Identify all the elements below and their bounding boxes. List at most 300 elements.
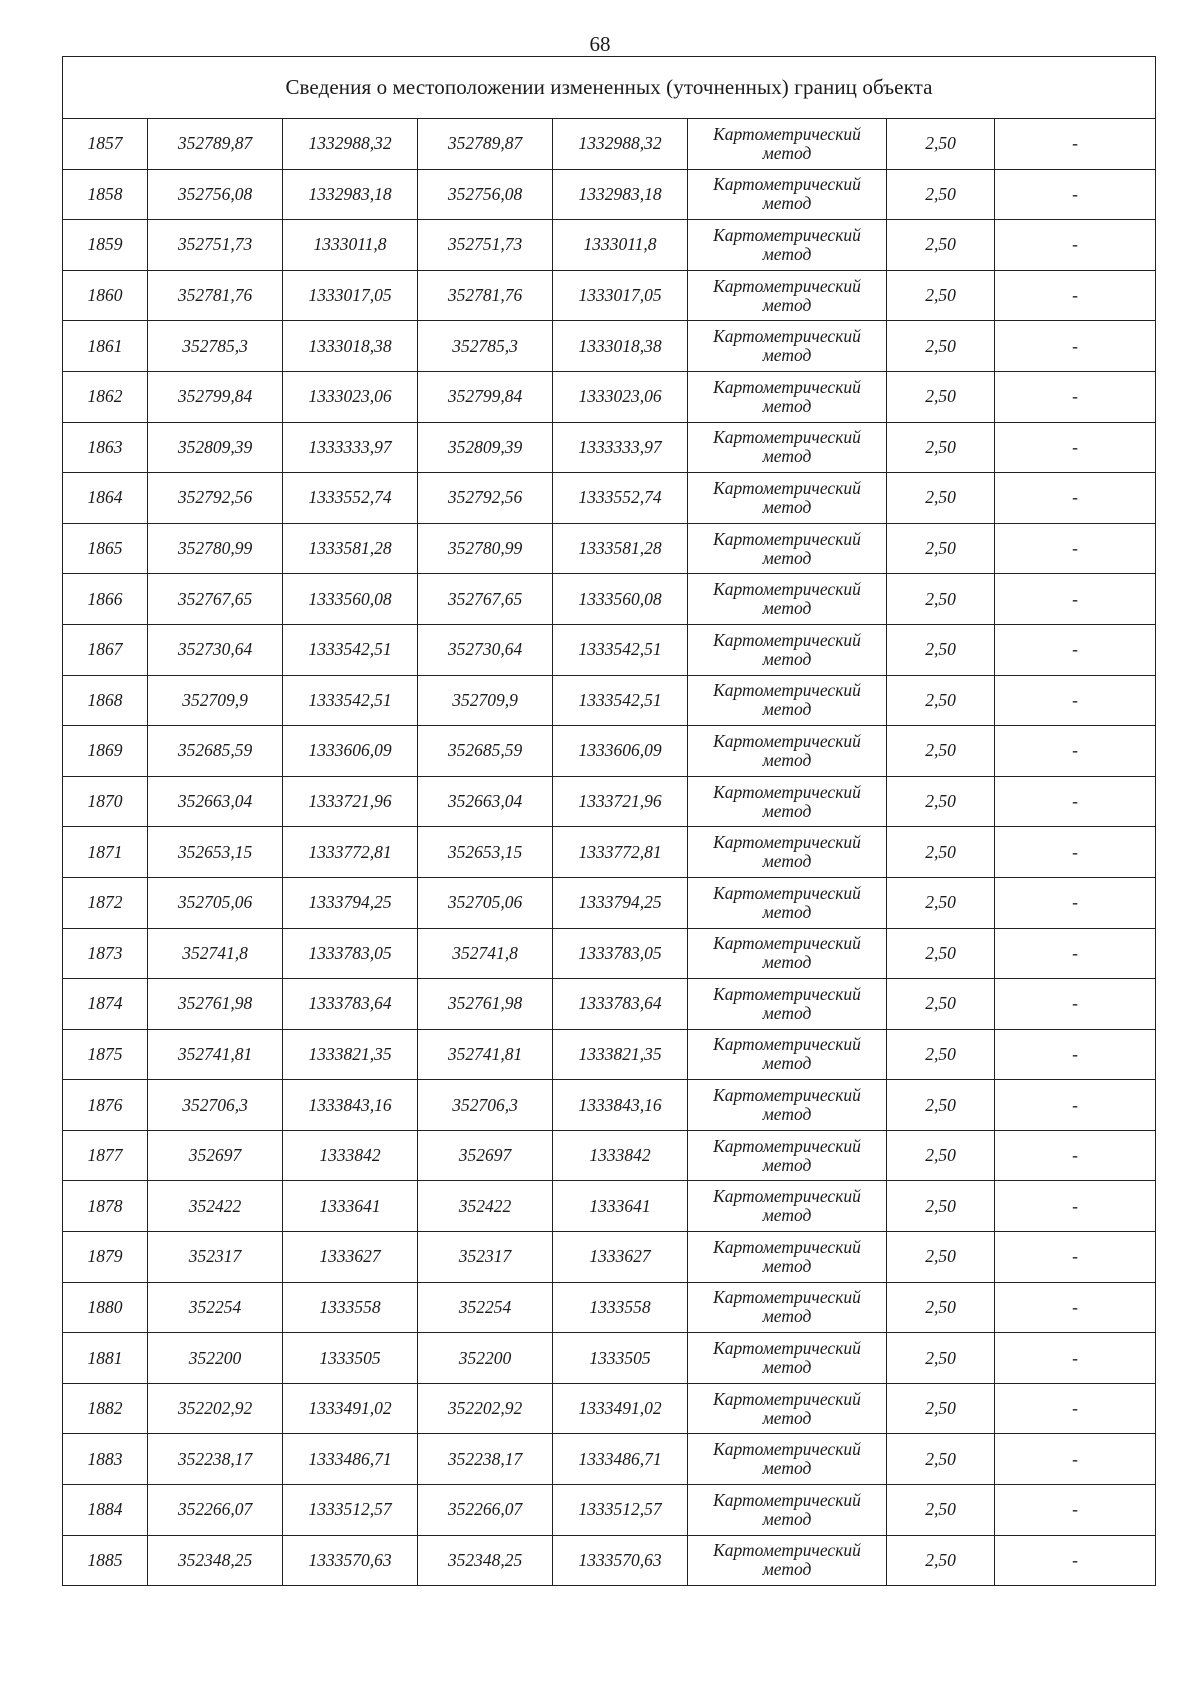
x-refined-cell: 352780,99 [418,523,553,574]
x-existing-cell: 352741,8 [148,928,283,979]
note-cell: - [995,979,1156,1030]
method-line-1: Картометрический [713,1489,861,1510]
method-cell [688,1130,887,1181]
y-refined-cell: 1333772,81 [553,827,688,878]
note-cell: - [995,119,1156,170]
method-cell [688,776,887,827]
method-line-2: метод [762,345,812,366]
note-cell: - [995,1383,1156,1434]
y-refined-cell: 1333560,08 [553,574,688,625]
x-existing-cell: 352792,56 [148,473,283,524]
table-row [63,928,1156,979]
method-cell [688,220,887,271]
y-refined-cell: 1333017,05 [553,270,688,321]
method-cell [688,1383,887,1434]
y-refined-cell: 1333581,28 [553,523,688,574]
y-existing-cell: 1332983,18 [283,169,418,220]
note-cell: - [995,169,1156,220]
method-cell [688,1080,887,1131]
note-cell: - [995,1434,1156,1485]
x-refined-cell: 352200 [418,1333,553,1384]
method-cell [688,624,887,675]
accuracy-cell: 2,50 [887,624,995,675]
method-line-1: Картометрический [713,326,861,347]
accuracy-cell: 2,50 [887,827,995,878]
accuracy-cell: 2,50 [887,1333,995,1384]
y-existing-cell: 1333641 [283,1181,418,1232]
method-cell [688,1333,887,1384]
method-cell [688,523,887,574]
table-row [63,371,1156,422]
y-refined-cell: 1333721,96 [553,776,688,827]
table-row [63,1535,1156,1586]
table-row [63,1232,1156,1283]
method-line-2: метод [762,648,812,669]
point-number-cell: 1863 [63,422,148,473]
point-number-cell: 1885 [63,1535,148,1586]
method-line-2: метод [762,496,812,517]
method-line-1: Картометрический [713,882,861,903]
accuracy-cell: 2,50 [887,1080,995,1131]
note-cell: - [995,1232,1156,1283]
accuracy-cell: 2,50 [887,321,995,372]
y-existing-cell: 1333606,09 [283,726,418,777]
y-refined-cell: 1333606,09 [553,726,688,777]
x-refined-cell: 352705,06 [418,877,553,928]
method-cell [688,827,887,878]
method-line-2: метод [762,901,812,922]
x-existing-cell: 352809,39 [148,422,283,473]
x-refined-cell: 352761,98 [418,979,553,1030]
accuracy-cell: 2,50 [887,979,995,1030]
method-line-1: Картометрический [713,983,861,1004]
accuracy-cell: 2,50 [887,675,995,726]
y-existing-cell: 1333333,97 [283,422,418,473]
method-line-2: метод [762,1205,812,1226]
note-cell: - [995,574,1156,625]
method-cell [688,119,887,170]
y-existing-cell: 1333491,02 [283,1383,418,1434]
point-number-cell: 1865 [63,523,148,574]
y-existing-cell: 1333783,05 [283,928,418,979]
y-refined-cell: 1333505 [553,1333,688,1384]
point-number-cell: 1867 [63,624,148,675]
method-line-1: Картометрический [713,680,861,701]
y-existing-cell: 1332988,32 [283,119,418,170]
x-existing-cell: 352799,84 [148,371,283,422]
note-cell: - [995,776,1156,827]
x-refined-cell: 352238,17 [418,1434,553,1485]
y-existing-cell: 1333783,64 [283,979,418,1030]
x-existing-cell: 352751,73 [148,220,283,271]
table-row [63,1029,1156,1080]
y-existing-cell: 1333542,51 [283,624,418,675]
point-number-cell: 1870 [63,776,148,827]
y-existing-cell: 1333011,8 [283,220,418,271]
y-existing-cell: 1333512,57 [283,1485,418,1536]
point-number-cell: 1874 [63,979,148,1030]
point-number-cell: 1869 [63,726,148,777]
x-existing-cell: 352780,99 [148,523,283,574]
x-existing-cell: 352781,76 [148,270,283,321]
accuracy-cell: 2,50 [887,877,995,928]
method-line-2: метод [762,851,812,872]
y-refined-cell: 1333783,05 [553,928,688,979]
note-cell: - [995,270,1156,321]
accuracy-cell: 2,50 [887,1282,995,1333]
y-existing-cell: 1333627 [283,1232,418,1283]
table-row [63,1282,1156,1333]
y-refined-cell: 1333843,16 [553,1080,688,1131]
table-row [63,473,1156,524]
note-cell: - [995,321,1156,372]
table-row [63,624,1156,675]
point-number-cell: 1862 [63,371,148,422]
x-refined-cell: 352751,73 [418,220,553,271]
point-number-cell: 1859 [63,220,148,271]
y-existing-cell: 1333721,96 [283,776,418,827]
table-row [63,776,1156,827]
table-row [63,1383,1156,1434]
table-row [63,574,1156,625]
x-refined-cell: 352730,64 [418,624,553,675]
method-line-1: Картометрический [713,629,861,650]
method-line-2: метод [762,1255,812,1276]
x-refined-cell: 352663,04 [418,776,553,827]
x-refined-cell: 352756,08 [418,169,553,220]
x-refined-cell: 352266,07 [418,1485,553,1536]
y-refined-cell: 1333333,97 [553,422,688,473]
x-refined-cell: 352741,81 [418,1029,553,1080]
method-cell [688,422,887,473]
accuracy-cell: 2,50 [887,119,995,170]
method-line-1: Картометрический [713,1135,861,1156]
x-existing-cell: 352200 [148,1333,283,1384]
y-refined-cell: 1333542,51 [553,675,688,726]
y-existing-cell: 1333794,25 [283,877,418,928]
accuracy-cell: 2,50 [887,1485,995,1536]
method-line-1: Картометрический [713,174,861,195]
method-line-1: Картометрический [713,528,861,549]
table-row [63,1130,1156,1181]
point-number-cell: 1876 [63,1080,148,1131]
point-number-cell: 1880 [63,1282,148,1333]
point-number-cell: 1877 [63,1130,148,1181]
method-line-2: метод [762,243,812,264]
x-refined-cell: 352254 [418,1282,553,1333]
x-existing-cell: 352767,65 [148,574,283,625]
table-row [63,1434,1156,1485]
page-number: 68 [589,32,611,56]
method-line-1: Картометрический [713,832,861,853]
y-refined-cell: 1333783,64 [553,979,688,1030]
method-line-2: метод [762,749,812,770]
x-existing-cell: 352785,3 [148,321,283,372]
y-existing-cell: 1333023,06 [283,371,418,422]
method-line-1: Картометрический [713,224,861,245]
x-refined-cell: 352709,9 [418,675,553,726]
table-row [63,1333,1156,1384]
accuracy-cell: 2,50 [887,1535,995,1586]
x-existing-cell: 352317 [148,1232,283,1283]
accuracy-cell: 2,50 [887,1181,995,1232]
method-line-1: Картометрический [713,477,861,498]
y-existing-cell: 1333552,74 [283,473,418,524]
table-row [63,1080,1156,1131]
y-existing-cell: 1333843,16 [283,1080,418,1131]
method-cell [688,979,887,1030]
note-cell: - [995,220,1156,271]
note-cell: - [995,1130,1156,1181]
point-number-cell: 1864 [63,473,148,524]
y-existing-cell: 1333560,08 [283,574,418,625]
point-number-cell: 1857 [63,119,148,170]
y-refined-cell: 1333570,63 [553,1535,688,1586]
method-cell [688,1282,887,1333]
table-body [63,119,1156,1586]
accuracy-cell: 2,50 [887,523,995,574]
method-line-2: метод [762,547,812,568]
method-line-2: метод [762,446,812,467]
accuracy-cell: 2,50 [887,1383,995,1434]
y-refined-cell: 1333842 [553,1130,688,1181]
x-refined-cell: 352781,76 [418,270,553,321]
y-existing-cell: 1333842 [283,1130,418,1181]
method-line-2: метод [762,1053,812,1074]
method-line-1: Картометрический [713,730,861,751]
accuracy-cell: 2,50 [887,726,995,777]
x-refined-cell: 352706,3 [418,1080,553,1131]
method-cell [688,675,887,726]
accuracy-cell: 2,50 [887,220,995,271]
x-existing-cell: 352348,25 [148,1535,283,1586]
x-existing-cell: 352663,04 [148,776,283,827]
point-number-cell: 1866 [63,574,148,625]
note-cell: - [995,928,1156,979]
method-line-2: метод [762,800,812,821]
x-refined-cell: 352202,92 [418,1383,553,1434]
method-line-1: Картометрический [713,1236,861,1257]
point-number-cell: 1879 [63,1232,148,1283]
method-line-2: метод [762,1154,812,1175]
x-refined-cell: 352422 [418,1181,553,1232]
x-refined-cell: 352809,39 [418,422,553,473]
accuracy-cell: 2,50 [887,1434,995,1485]
method-line-1: Картометрический [713,1388,861,1409]
y-existing-cell: 1333821,35 [283,1029,418,1080]
note-cell: - [995,1080,1156,1131]
note-cell: - [995,1333,1156,1384]
method-line-1: Картометрический [713,1540,861,1561]
y-refined-cell: 1332983,18 [553,169,688,220]
method-line-1: Картометрический [713,1287,861,1308]
method-line-2: метод [762,952,812,973]
note-cell: - [995,675,1156,726]
x-existing-cell: 352697 [148,1130,283,1181]
x-existing-cell: 352756,08 [148,169,283,220]
accuracy-cell: 2,50 [887,270,995,321]
x-existing-cell: 352685,59 [148,726,283,777]
note-cell: - [995,1282,1156,1333]
x-existing-cell: 352653,15 [148,827,283,878]
method-line-1: Картометрический [713,1085,861,1106]
table-title: Сведения о местоположении измененных (уточненных) границ объекта [63,57,1156,119]
table-row [63,979,1156,1030]
x-existing-cell: 352761,98 [148,979,283,1030]
note-cell: - [995,371,1156,422]
method-line-1: Картометрический [713,123,861,144]
method-cell [688,169,887,220]
method-line-1: Картометрический [713,1186,861,1207]
table-row [63,1181,1156,1232]
method-line-1: Картометрический [713,933,861,954]
table-row [63,422,1156,473]
point-number-cell: 1873 [63,928,148,979]
method-line-1: Картометрический [713,427,861,448]
method-line-2: метод [762,395,812,416]
method-line-2: метод [762,294,812,315]
accuracy-cell: 2,50 [887,574,995,625]
point-number-cell: 1875 [63,1029,148,1080]
y-refined-cell: 1333486,71 [553,1434,688,1485]
method-line-1: Картометрический [713,275,861,296]
method-line-2: метод [762,193,812,214]
method-line-2: метод [762,1306,812,1327]
x-refined-cell: 352317 [418,1232,553,1283]
method-line-1: Картометрический [713,781,861,802]
x-existing-cell: 352254 [148,1282,283,1333]
x-existing-cell: 352706,3 [148,1080,283,1131]
accuracy-cell: 2,50 [887,776,995,827]
method-line-1: Картометрический [713,579,861,600]
point-number-cell: 1858 [63,169,148,220]
point-number-cell: 1884 [63,1485,148,1536]
table-row [63,877,1156,928]
method-cell [688,1485,887,1536]
y-existing-cell: 1333542,51 [283,675,418,726]
x-existing-cell: 352789,87 [148,119,283,170]
method-cell [688,574,887,625]
point-number-cell: 1883 [63,1434,148,1485]
note-cell: - [995,726,1156,777]
point-number-cell: 1871 [63,827,148,878]
y-existing-cell: 1333558 [283,1282,418,1333]
table-title-row [63,57,1156,119]
y-refined-cell: 1333552,74 [553,473,688,524]
accuracy-cell: 2,50 [887,473,995,524]
method-line-2: метод [762,1508,812,1529]
method-cell [688,270,887,321]
method-line-2: метод [762,598,812,619]
y-existing-cell: 1333505 [283,1333,418,1384]
table-row [63,321,1156,372]
note-cell: - [995,422,1156,473]
table-row [63,827,1156,878]
y-existing-cell: 1333018,38 [283,321,418,372]
y-refined-cell: 1333023,06 [553,371,688,422]
x-refined-cell: 352685,59 [418,726,553,777]
method-line-2: метод [762,699,812,720]
table-row [63,523,1156,574]
method-cell [688,726,887,777]
method-line-2: метод [762,1407,812,1428]
method-line-2: метод [762,1559,812,1580]
note-cell: - [995,523,1156,574]
table-row [63,119,1156,170]
y-existing-cell: 1333581,28 [283,523,418,574]
point-number-cell: 1861 [63,321,148,372]
y-refined-cell: 1333542,51 [553,624,688,675]
method-cell [688,1535,887,1586]
accuracy-cell: 2,50 [887,1029,995,1080]
method-line-2: метод [762,1458,812,1479]
x-refined-cell: 352741,8 [418,928,553,979]
table-row [63,726,1156,777]
x-existing-cell: 352266,07 [148,1485,283,1536]
x-refined-cell: 352767,65 [418,574,553,625]
method-cell [688,371,887,422]
table-row [63,220,1156,271]
method-cell [688,928,887,979]
note-cell: - [995,1029,1156,1080]
method-line-2: метод [762,1104,812,1125]
accuracy-cell: 2,50 [887,371,995,422]
y-existing-cell: 1333486,71 [283,1434,418,1485]
y-refined-cell: 1333558 [553,1282,688,1333]
x-existing-cell: 352202,92 [148,1383,283,1434]
point-number-cell: 1878 [63,1181,148,1232]
x-existing-cell: 352705,06 [148,877,283,928]
method-line-1: Картометрический [713,376,861,397]
method-cell [688,877,887,928]
x-refined-cell: 352789,87 [418,119,553,170]
x-refined-cell: 352792,56 [418,473,553,524]
method-cell [688,321,887,372]
x-existing-cell: 352741,81 [148,1029,283,1080]
y-refined-cell: 1333018,38 [553,321,688,372]
y-refined-cell: 1333794,25 [553,877,688,928]
method-line-2: метод [762,1357,812,1378]
y-refined-cell: 1333491,02 [553,1383,688,1434]
method-cell [688,1029,887,1080]
accuracy-cell: 2,50 [887,1130,995,1181]
y-refined-cell: 1333512,57 [553,1485,688,1536]
x-refined-cell: 352799,84 [418,371,553,422]
y-existing-cell: 1333772,81 [283,827,418,878]
x-refined-cell: 352785,3 [418,321,553,372]
method-cell [688,1232,887,1283]
method-line-1: Картометрический [713,1338,861,1359]
table-row [63,1485,1156,1536]
x-existing-cell: 352422 [148,1181,283,1232]
point-number-cell: 1868 [63,675,148,726]
x-existing-cell: 352709,9 [148,675,283,726]
x-refined-cell: 352653,15 [418,827,553,878]
method-line-2: метод [762,1002,812,1023]
note-cell: - [995,877,1156,928]
point-number-cell: 1881 [63,1333,148,1384]
y-refined-cell: 1333011,8 [553,220,688,271]
note-cell: - [995,624,1156,675]
x-existing-cell: 352730,64 [148,624,283,675]
method-line-1: Картометрический [713,1034,861,1055]
method-cell [688,1181,887,1232]
method-line-2: метод [762,142,812,163]
boundary-coordinates-table [62,56,1156,1586]
note-cell: - [995,1535,1156,1586]
x-refined-cell: 352348,25 [418,1535,553,1586]
table-row [63,169,1156,220]
